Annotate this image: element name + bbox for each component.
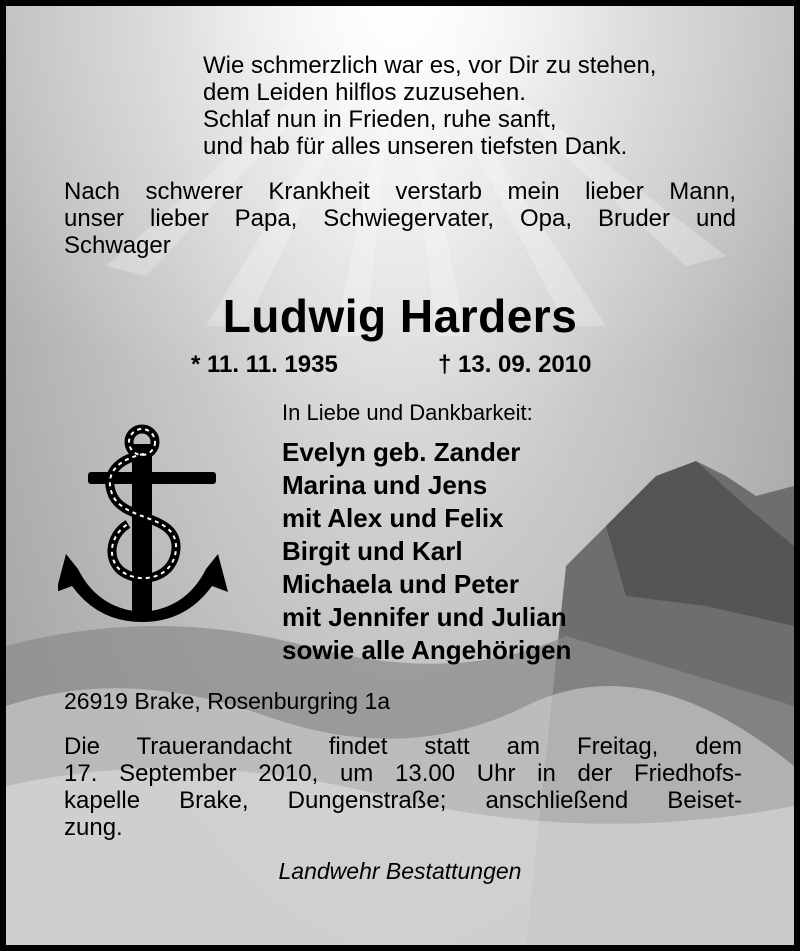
- poem-line: und hab für alles unseren tiefsten Dank.: [203, 133, 628, 160]
- intro-line: Schwager: [64, 232, 171, 259]
- ceremony-line: Die Trauerandacht findet statt am Freitag, dem: [64, 733, 742, 760]
- ceremony-info: [64, 733, 742, 841]
- ceremony-line: 17. September 2010, um 13.00 Uhr in der Friedhofs-: [64, 760, 742, 787]
- ceremony-line: kapelle Brake, Dungenstraße; anschließend Beiset-: [64, 787, 742, 814]
- poem-line: Schlaf nun in Frieden, ruhe sanft,: [203, 106, 557, 133]
- intro-text: [64, 178, 736, 259]
- family-member: Evelyn geb. Zander: [282, 437, 521, 467]
- family-member: Birgit und Karl: [282, 536, 463, 566]
- intro-line: unser lieber Papa, Schwiegervater, Opa, Bruder und: [64, 205, 736, 232]
- family-member: mit Jennifer und Julian: [282, 602, 567, 632]
- family-members: [282, 436, 571, 667]
- notice-content: [6, 6, 794, 945]
- family-member: Michaela und Peter: [282, 569, 519, 599]
- intro-line: Nach schwerer Krankheit verstarb mein lieber Mann,: [64, 178, 736, 205]
- family-member: sowie alle Angehörigen: [282, 635, 572, 665]
- poem: [203, 52, 656, 160]
- ceremony-line: zung.: [64, 814, 123, 841]
- birth-date: * 11. 11. 1935: [191, 351, 338, 378]
- family-member: mit Alex und Felix: [282, 503, 504, 533]
- deceased-name: Ludwig Harders: [222, 290, 578, 342]
- anchor-icon: [58, 424, 238, 624]
- poem-line: Wie schmerzlich war es, vor Dir zu stehen,: [203, 52, 657, 79]
- address: 26919 Brake, Rosenburgring 1a: [64, 688, 391, 714]
- gratitude-line: In Liebe und Dankbarkeit:: [282, 400, 533, 425]
- undertaker: Landwehr Bestattungen: [278, 858, 522, 884]
- family-member: Marina und Jens: [282, 470, 488, 500]
- poem-line: dem Leiden hilflos zuzusehen.: [203, 79, 526, 106]
- death-date: † 13. 09. 2010: [438, 351, 592, 378]
